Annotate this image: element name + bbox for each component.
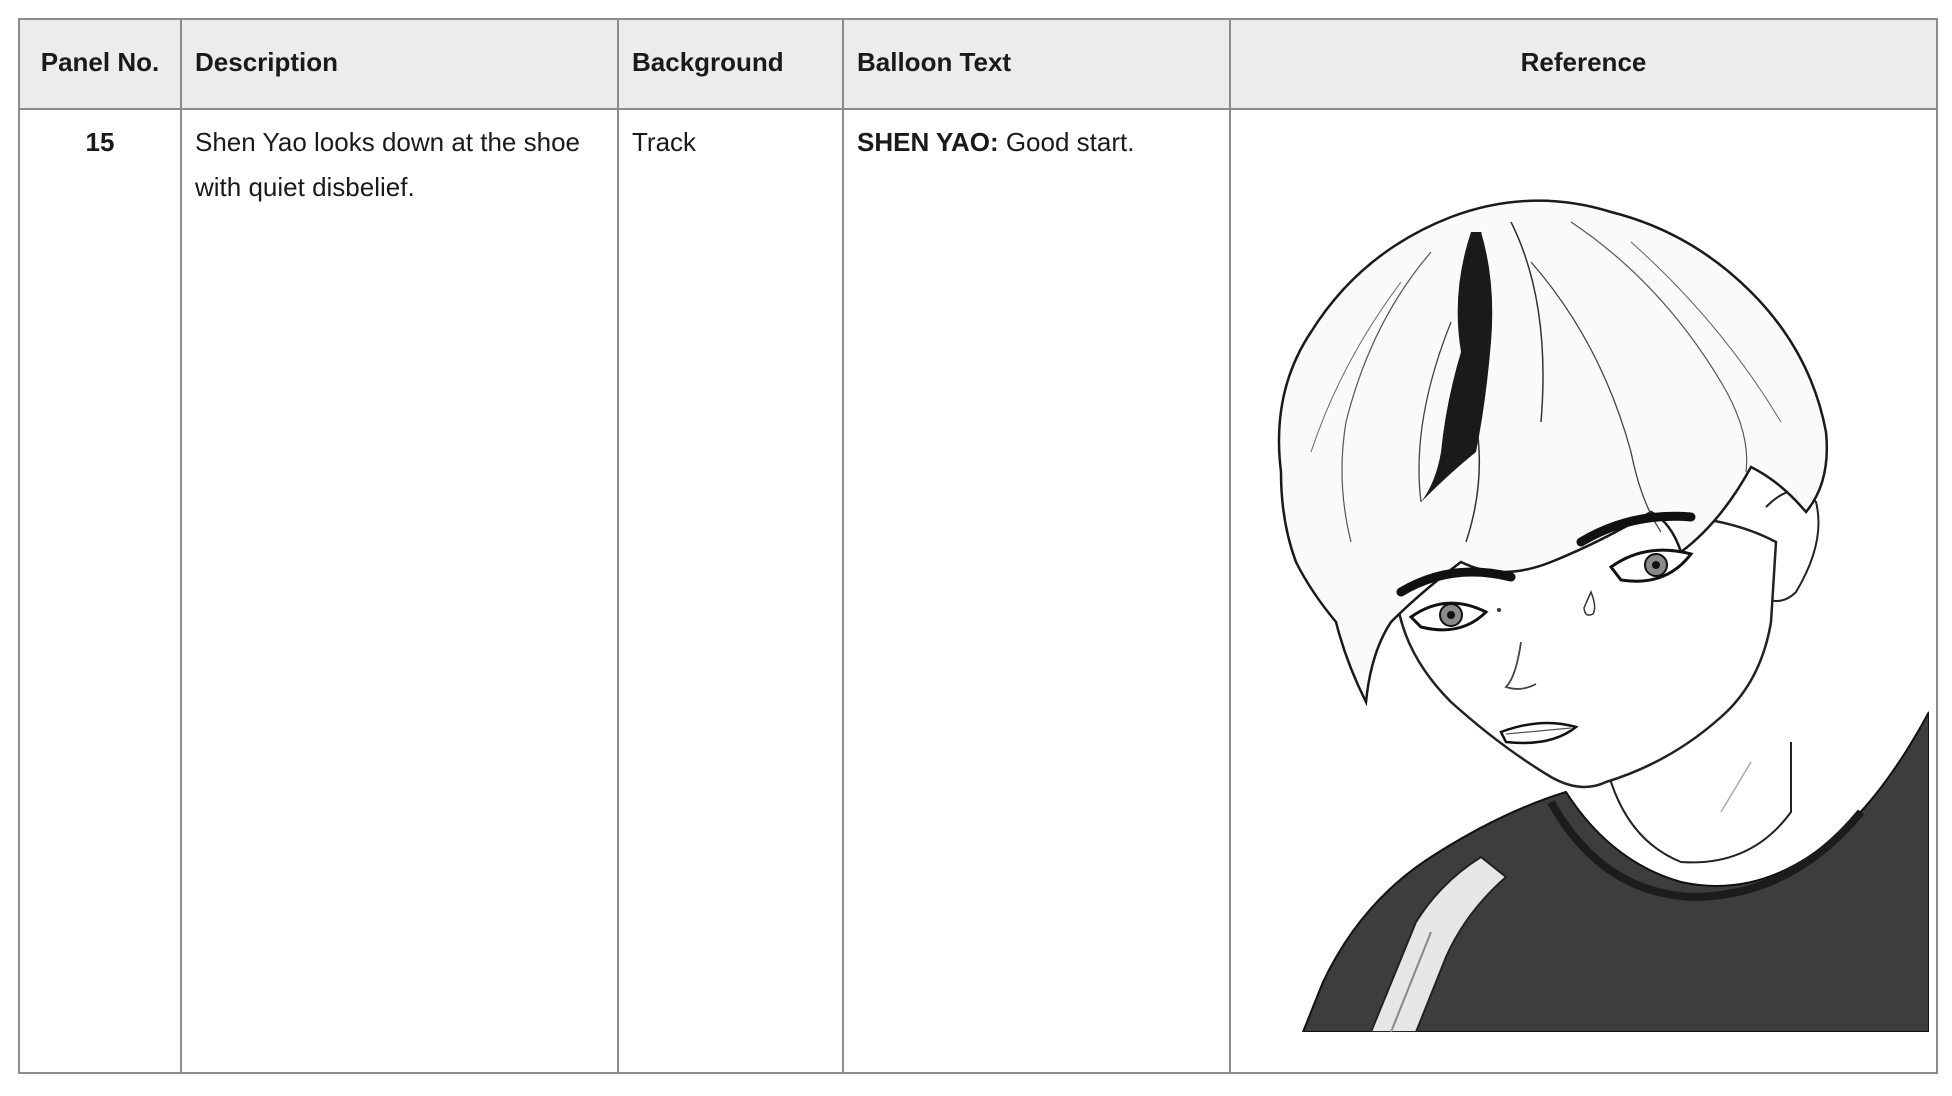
panel-background: Track: [618, 109, 843, 1073]
balloon-speaker: SHEN YAO:: [857, 127, 999, 157]
panel-description: Shen Yao looks down at the shoe with quiet disbelief.: [181, 109, 618, 1073]
panel-balloon-text: [843, 109, 1230, 1073]
header-panel-no: Panel No.: [19, 19, 181, 109]
reference-illustration: [1251, 122, 1929, 1032]
header-description: Description: [181, 19, 618, 109]
reference-cell: [1230, 109, 1937, 1073]
script-table: [18, 18, 1938, 1074]
balloon-line: Good start.: [998, 127, 1135, 157]
header-reference: Reference: [1230, 19, 1937, 109]
header-row: [19, 19, 1937, 109]
table-row: [19, 109, 1937, 1073]
panel-number: 15: [19, 109, 181, 1073]
header-background: Background: [618, 19, 843, 109]
header-balloon-text: Balloon Text: [843, 19, 1230, 109]
